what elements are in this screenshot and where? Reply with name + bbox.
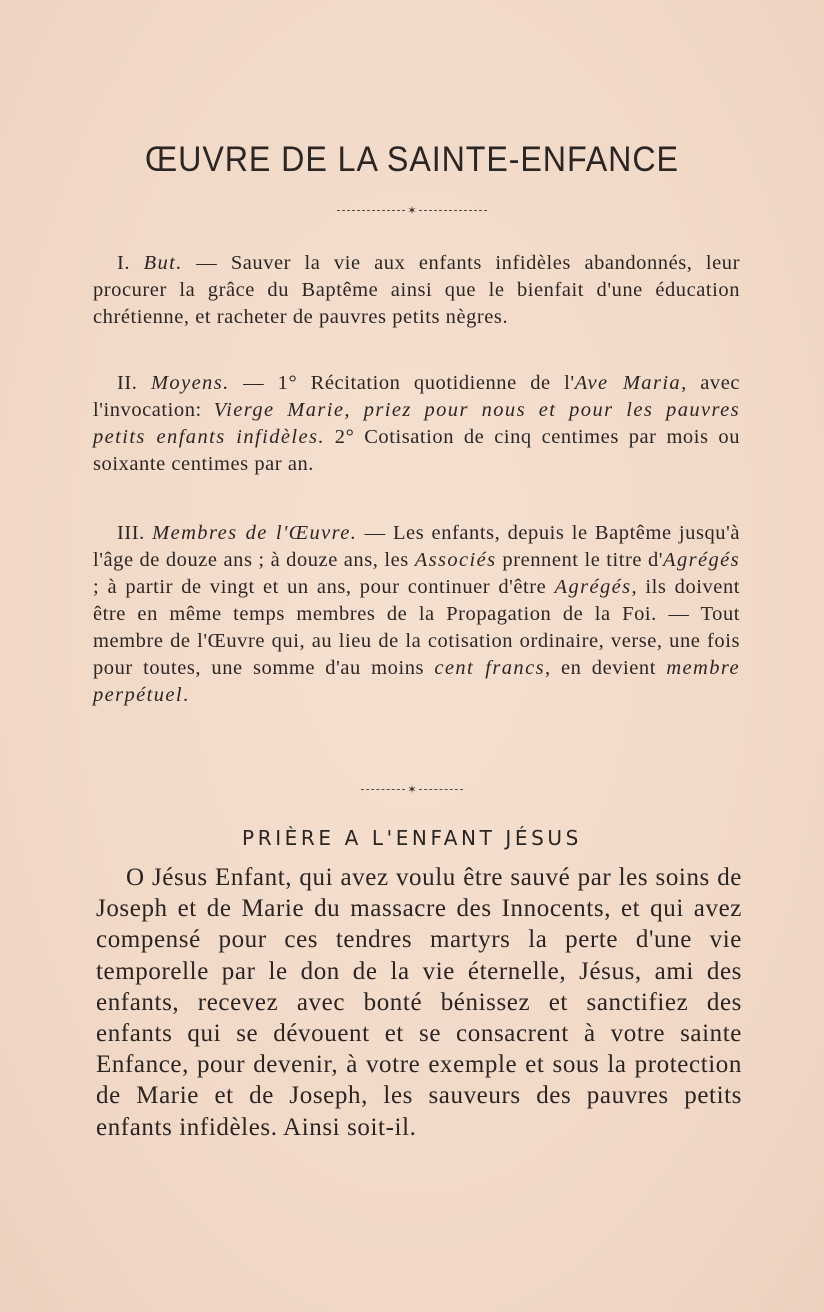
section-number: III.: [117, 522, 145, 544]
section-text: ; à partir de vingt et un ans, pour continuer d'être: [93, 576, 555, 598]
section-italic: Ave Maria: [574, 372, 682, 394]
ornament-divider-middle: [0, 782, 824, 796]
section-text: — 1° Récitation quotidienne de l': [229, 372, 575, 394]
ornament-line-left: [361, 789, 405, 790]
section-paragraph: [93, 370, 740, 478]
section-moyens: [93, 370, 740, 478]
section-paragraph: [93, 520, 740, 709]
section-number: II.: [117, 372, 138, 394]
ornament-star-icon: ✶: [407, 783, 417, 796]
section-italic: Associés: [414, 549, 497, 571]
section-text: prennent le titre d': [496, 549, 664, 571]
section-heading: Membres de l'Œuvre.: [152, 522, 358, 544]
ornament-line-right: [419, 789, 463, 790]
ornament-star-icon: ✶: [407, 204, 417, 217]
invocation-text: Vierge Marie, priez pour nous et pour les pauvres petits enfants infidèles.: [93, 399, 740, 448]
section-number: I.: [117, 252, 131, 274]
prayer-body: [96, 862, 742, 1143]
section-paragraph: [93, 250, 740, 331]
section-membres: [93, 520, 740, 709]
section-heading: Moyens.: [150, 372, 230, 394]
section-italic: membre perpétuel: [93, 657, 741, 706]
section-text: , en devient: [544, 657, 667, 679]
section-heading: But.: [143, 252, 183, 274]
document-title: ŒUVRE DE LA SAINTE-ENFANCE: [145, 140, 679, 179]
prayer-text: O Jésus Enfant, qui avez voulu être sauvé par les soins de Joseph et de Marie du massacre des Innocents, et qui avez compensé pour ces tendres martyrs la perte d'une vie temporelle par le don de la vie éternelle, Jésus, ami des enfants, recevez avec bonté bénissez et sanctifiez des enfants qui se dévouent et se consacrent à votre sainte Enfance, pour devenir, à votre exemple et sous la protection de Marie et de Joseph, les sauveurs des pauvres petits enfants infidèles. Ainsi soit-il.: [96, 864, 742, 1141]
section-italic: Agrégés: [663, 549, 740, 571]
section-text: — Sauver la vie aux enfants infidèles abandonnés, leur procurer la grâce du Baptême ainsi que le bienfait d'une éducation chrétienne, et racheter de pauvres petits nègres.: [93, 252, 740, 328]
section-text: — Les enfants, depuis le Baptême jusqu'à l'âge de douze ans ; à douze ans, les: [93, 522, 740, 571]
section-italic: Agrégés: [554, 576, 632, 598]
ornament-line-right: [419, 210, 487, 211]
section-but: [93, 250, 740, 331]
section-text: , ils doivent être en même temps membres de la Propagation de la Foi. — Tout membre de l'Œuvre qui, au lieu de la cotisation ordinaire, verse, une fois pour toutes, une somme d'au moins: [93, 576, 740, 679]
prayer-title: PRIÈRE A L'ENFANT JÉSUS: [242, 826, 582, 850]
section-text: .: [183, 684, 189, 706]
section-italic: cent francs: [434, 657, 545, 679]
section-text: 2° Cotisation de cinq centimes par mois ou soixante centimes par an.: [93, 426, 740, 475]
ornament-line-left: [337, 210, 405, 211]
ornament-divider-top: [0, 203, 824, 217]
section-text: , avec l'invocation:: [93, 372, 740, 421]
